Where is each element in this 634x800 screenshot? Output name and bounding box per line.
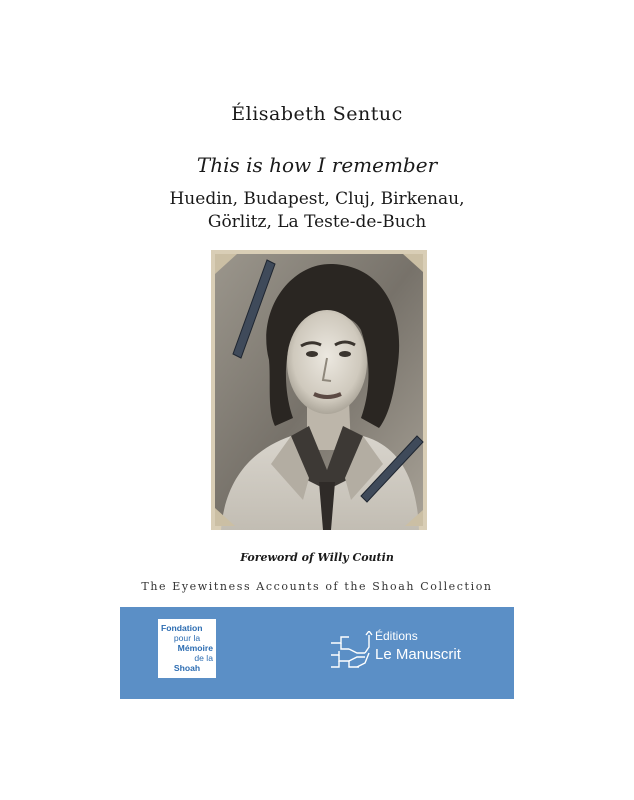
subtitle-line-2: Görlitz, La Teste-de-Buch bbox=[207, 212, 427, 232]
collection-name: The Eyewitness Accounts of the Shoah Collection bbox=[141, 580, 493, 593]
logo-line-4: de la bbox=[194, 653, 213, 663]
publisher-band bbox=[120, 607, 514, 699]
cover-portrait-photo bbox=[211, 250, 427, 530]
publisher-name: Le Manuscrit bbox=[375, 646, 461, 663]
publisher-logo bbox=[327, 629, 487, 677]
book-author: Élisabeth Sentuc bbox=[231, 103, 403, 125]
book-subtitle bbox=[0, 188, 634, 234]
logo-line-2: pour la bbox=[173, 633, 201, 643]
subtitle-line-1: Huedin, Budapest, Cluj, Birkenau, bbox=[169, 189, 465, 209]
book-title: This is how I remember bbox=[196, 153, 438, 177]
publisher-editions-label: Éditions bbox=[375, 629, 418, 643]
manuscrit-tree-icon bbox=[329, 631, 373, 671]
fondation-logo bbox=[158, 619, 216, 678]
foreword-credit: Foreword of Willy Coutin bbox=[240, 551, 394, 564]
logo-line-1: Fondation bbox=[161, 623, 203, 633]
logo-line-3: Mémoire bbox=[177, 643, 213, 653]
logo-line-5: Shoah bbox=[173, 663, 201, 673]
